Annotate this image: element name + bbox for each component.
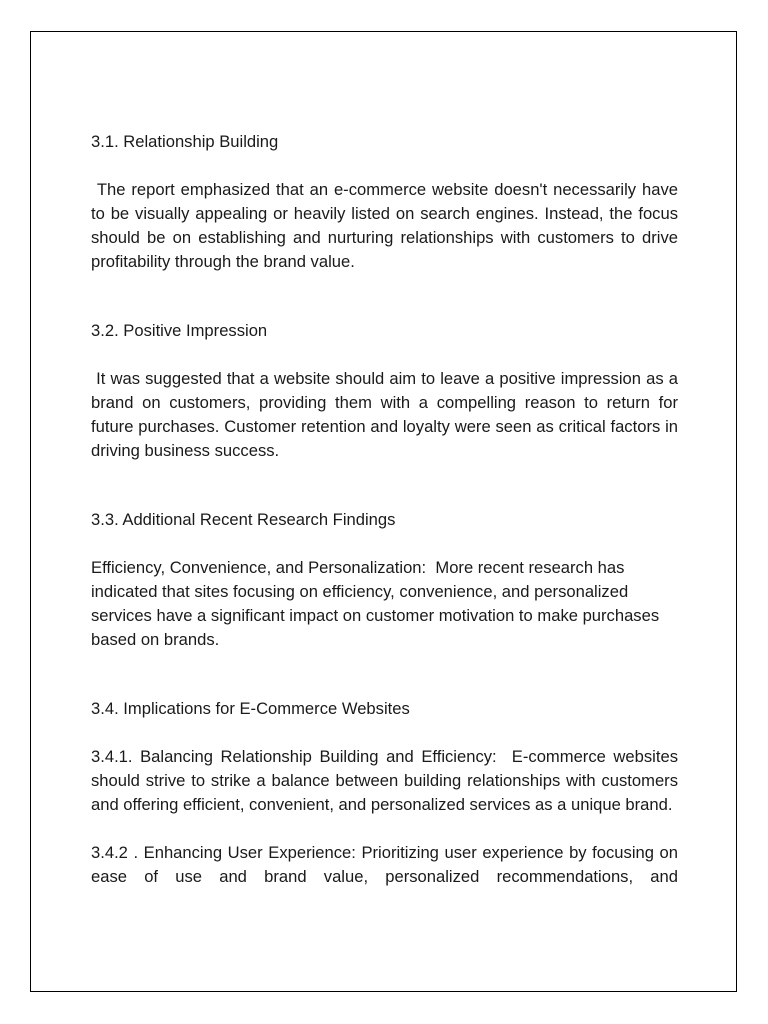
section-heading-3-4: 3.4. Implications for E-Commerce Websites	[91, 699, 410, 718]
section-heading-3-1: 3.1. Relationship Building	[91, 132, 279, 151]
subsection-paragraph-3-4-1: 3.4.1. Balancing Relationship Building and Efficiency: E-commerce websites should strive to strike a balance between building relationships with customers and offering efficient, convenient, and personalized services as a unique brand.	[91, 747, 683, 814]
section-paragraph-3-2: It was suggested that a website should aim to leave a positive impression as a brand on customers, providing them with a compelling reason to return for future purchases. Customer retention and loyalty were seen as critical factors in driving business success.	[91, 369, 683, 460]
section-heading-3-3: 3.3. Additional Recent Research Findings	[91, 510, 396, 529]
document-body	[91, 130, 683, 889]
subsection-paragraph-3-4-2: 3.4.2 . Enhancing User Experience: Prioritizing user experience by focusing on ease of use and brand value, personalized recommendations, and	[91, 843, 683, 886]
section-paragraph-3-1: The report emphasized that an e-commerce website doesn't necessarily have to be visually appealing or heavily listed on search engines. Instead, the focus should be on establishing and nurturing relationships with customers to drive profitability through the brand value.	[91, 180, 683, 271]
document-page	[30, 31, 737, 992]
section-paragraph-3-3: Efficiency, Convenience, and Personalization: More recent research has indicated that sites focusing on efficiency, convenience, and personalized services have a significant impact on customer motivation to make purchases based on brands.	[91, 558, 664, 649]
section-heading-3-2: 3.2. Positive Impression	[91, 321, 268, 340]
